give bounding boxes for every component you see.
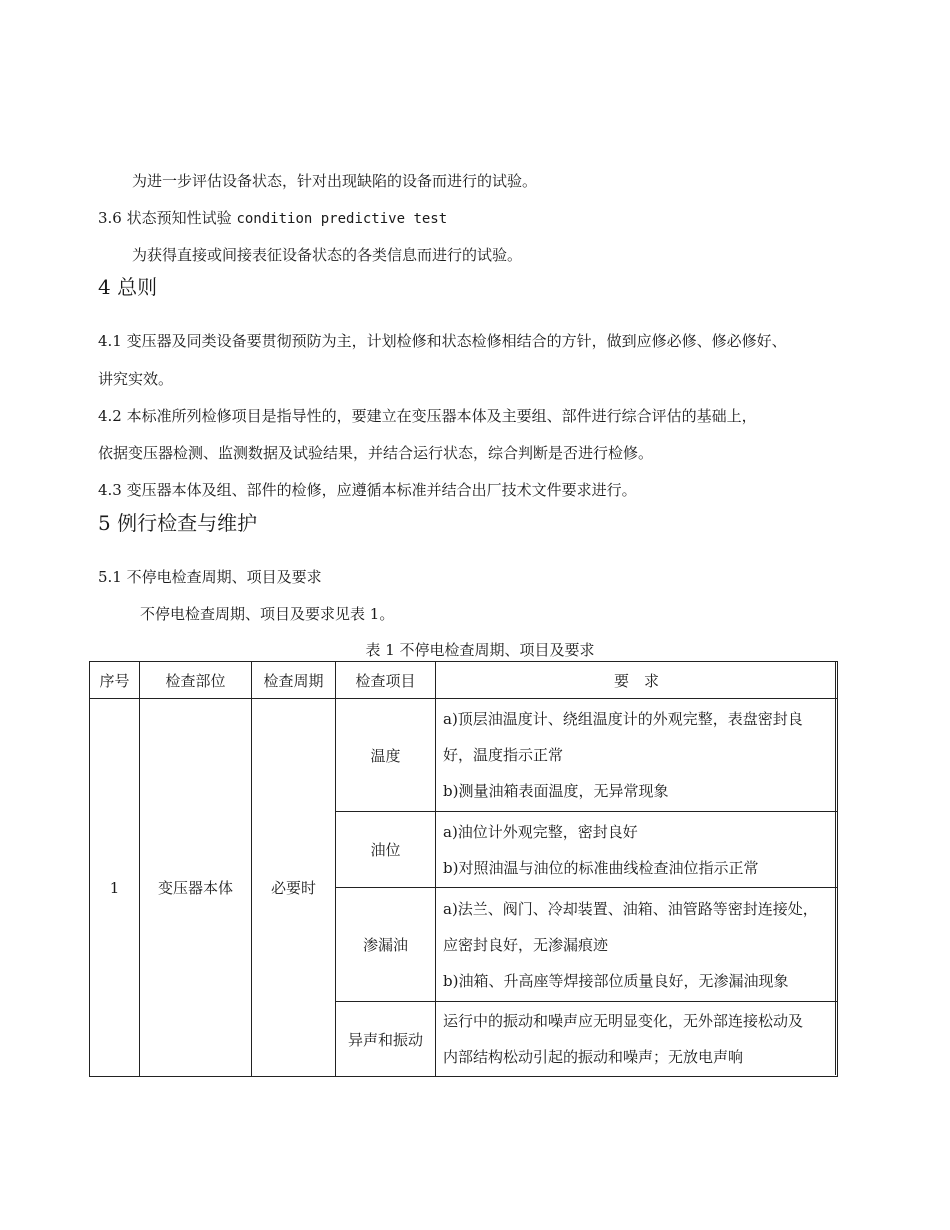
clause-4-1-line-1: 4.1 变压器及同类设备要贯彻预防为主，计划检修和状态检修相结合的方针，做到应修必修、修必修好、 xyxy=(98,332,787,350)
header-cycle: 检查周期 xyxy=(252,662,336,699)
clause-4-2-line-1: 4.2 本标准所列检修项目是指导性的，要建立在变压器本体及主要组、部件进行综合评估的基础上， xyxy=(98,407,757,425)
req-line: b)油箱、升高座等焊接部位质量良好，无渗漏油现象 xyxy=(443,971,789,990)
term-3-6 xyxy=(98,208,447,229)
table-header-row xyxy=(90,662,838,699)
cell-req-oil-level xyxy=(436,812,838,888)
req-line: 运行中的振动和噪声应无明显变化，无外部连接松动及 xyxy=(443,1012,804,1030)
req-line: a)顶层油温度计、绕组温度计的外观完整，表盘密封良 xyxy=(443,710,803,728)
header-index: 序号 xyxy=(90,662,140,699)
section-heading-5: 5 例行检查与维护 xyxy=(98,511,258,535)
definition-text-3-6: 为获得直接或间接表征设备状态的各类信息而进行的试验。 xyxy=(132,246,523,264)
term-number: 3.6 xyxy=(98,209,122,227)
req-line: 内部结构松动引起的振动和噪声；无放电声响 xyxy=(443,1048,744,1066)
header-item: 检查项目 xyxy=(336,662,436,699)
inspection-table xyxy=(89,661,838,1077)
clause-4-3: 4.3 变压器本体及组、部件的检修，应遵循本标准并结合出厂技术文件要求进行。 xyxy=(98,481,637,499)
clause-4-2-line-2: 依据变压器检测、监测数据及试验结果，并结合运行状态，综合判断是否进行检修。 xyxy=(98,444,654,462)
req-line: a)油位计外观完整，密封良好 xyxy=(443,822,638,841)
clause-5-1-text: 不停电检查周期、项目及要求见表 1。 xyxy=(140,605,395,623)
req-line: b)对照油温与油位的标准曲线检查油位指示正常 xyxy=(443,858,759,877)
cell-item-oil-level: 油位 xyxy=(336,812,436,888)
table-row xyxy=(90,699,838,812)
cell-req-oil-leak xyxy=(436,888,838,1002)
cell-req-noise-vibration xyxy=(436,1002,838,1077)
cell-index: 1 xyxy=(90,699,140,1077)
header-requirement: 要 求 xyxy=(436,662,838,699)
term-title: 状态预知性试验 xyxy=(126,209,232,227)
cell-req-temperature xyxy=(436,699,838,812)
term-english: condition predictive test xyxy=(236,211,448,227)
header-part: 检查部位 xyxy=(140,662,252,699)
cell-item-temperature: 温度 xyxy=(336,699,436,812)
cell-cycle: 必要时 xyxy=(252,699,336,1077)
clause-4-1-line-2: 讲究实效。 xyxy=(98,370,174,388)
req-line: 好，温度指示正常 xyxy=(443,746,564,764)
table-caption: 表 1 不停电检查周期、项目及要求 xyxy=(365,641,595,659)
section-heading-4: 4 总则 xyxy=(98,275,158,299)
cell-item-oil-leak: 渗漏油 xyxy=(336,888,436,1002)
clause-5-1: 5.1 不停电检查周期、项目及要求 xyxy=(98,568,322,586)
definition-text-3-5: 为进一步评估设备状态，针对出现缺陷的设备而进行的试验。 xyxy=(132,172,538,190)
req-line: 应密封良好，无渗漏痕迹 xyxy=(443,935,609,954)
table-right-border xyxy=(835,661,836,1075)
req-line: a)法兰、阀门、冷却装置、油箱、油管路等密封连接处， xyxy=(443,899,818,918)
cell-part: 变压器本体 xyxy=(140,699,252,1077)
req-line: b)测量油箱表面温度，无异常现象 xyxy=(443,782,669,800)
cell-item-noise-vibration: 异声和振动 xyxy=(336,1002,436,1077)
